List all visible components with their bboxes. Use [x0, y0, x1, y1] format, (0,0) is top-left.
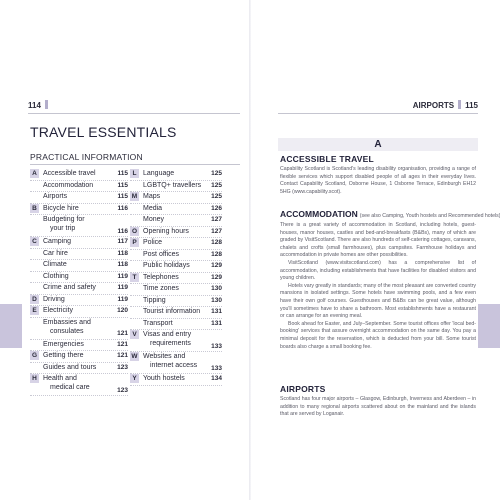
toc-entry: [30, 192, 128, 204]
toc-label-line: Accommodation: [43, 181, 94, 189]
toc-label-line: Public holidays: [143, 262, 190, 269]
toc-label: [43, 374, 114, 393]
accommodation-body: [280, 222, 476, 351]
toc-label: [43, 204, 114, 213]
toc-label-line: Websites and: [143, 353, 186, 360]
toc-entry: [30, 237, 128, 249]
toc-entry: [130, 273, 222, 285]
toc-label-line: Clothing: [43, 272, 69, 280]
toc-entry: [30, 260, 128, 272]
toc-letter: H: [30, 374, 39, 383]
toc-page-number: 125: [211, 181, 222, 189]
toc-entry: [30, 295, 128, 307]
toc-letter: [130, 204, 139, 213]
toc-entry: [30, 204, 128, 216]
toc-label-line: Car hire: [43, 249, 68, 257]
toc-page-number: 118: [117, 261, 128, 268]
toc-page-number: 129: [211, 273, 222, 281]
toc-label: [43, 272, 114, 281]
toc-label: [143, 238, 208, 247]
toc-letter: [30, 283, 39, 292]
toc-page-number: 119: [117, 272, 128, 280]
toc-entry: [30, 169, 128, 181]
toc-label-line: Maps: [143, 193, 161, 200]
toc-letter: [130, 319, 139, 328]
toc-letter: [30, 272, 39, 281]
toc-letter: V: [130, 330, 139, 339]
toc-letter: [30, 215, 39, 224]
toc-label-line: Budgeting for: [43, 216, 85, 223]
toc-page-number: 119: [117, 295, 128, 303]
right-header-rule: [278, 113, 478, 114]
toc-label: [43, 306, 114, 315]
toc-letter: C: [30, 237, 39, 246]
toc-label: [143, 284, 208, 293]
toc-label-line: Time zones: [143, 285, 179, 292]
toc-letter: [30, 192, 39, 201]
toc-page-number: 125: [211, 170, 222, 177]
toc-label: [43, 351, 114, 360]
toc-letter: [30, 260, 39, 269]
toc-page-number: 125: [211, 193, 222, 200]
accessible-travel-heading: ACCESSIBLE TRAVEL: [280, 154, 374, 164]
toc-letter: [130, 284, 139, 293]
toc-entry: [130, 215, 222, 227]
toc-entry: [130, 352, 222, 374]
toc-page-number: 121: [117, 330, 128, 338]
toc-entry: [130, 284, 222, 296]
page-title: TRAVEL ESSENTIALS: [30, 124, 177, 140]
toc-entry: [130, 296, 222, 308]
toc-label: [143, 192, 208, 201]
airports-text: Scotland has four major airports – Glasgow, Edinburgh, Inverness and Aberdeen – in addition to many regional airports scattered about on the mainland and the islands that are served by Loganair.: [280, 396, 476, 418]
toc-page-number: 130: [211, 285, 222, 292]
toc-label: [143, 319, 208, 328]
toc-page-number: 119: [117, 284, 128, 291]
toc-entry: [130, 227, 222, 239]
toc-label: [143, 169, 208, 178]
toc-entry: [30, 272, 128, 284]
toc-entry: [30, 374, 128, 396]
toc-label: [143, 215, 208, 224]
right-page-number: 115: [465, 101, 478, 110]
toc-letter: E: [30, 306, 39, 315]
toc-label-line: Visas and entry: [143, 331, 192, 338]
letter-heading: A: [278, 138, 478, 151]
accommodation-para-1: There is a great variety of accommodation in Scotland, including hotels, guest-houses, manor houses, castles and bed-and-breakfasts (B&Bs), many of which are graded by VisitScotland. There are also hundreds of self-catering cottages, caravans, chalets and crofts (small farmhouses), plus campsites. Farmhouse holidays and accommodation in private homes are other possibilities.: [280, 222, 476, 259]
toc-entry: [130, 261, 222, 273]
toc-page-number: 128: [211, 239, 222, 246]
toc-label: [43, 363, 114, 372]
toc-label: [143, 204, 208, 213]
section-heading: PRACTICAL INFORMATION: [30, 152, 143, 162]
header-bar-icon: [458, 100, 461, 109]
left-page-header: [28, 100, 52, 112]
accessible-travel-text: Capability Scotland is Scotland's leading disability organisation, providing a range of flexible services which support disabled people of all ages in their everyday lives. Contact Capability Scotland, Osborne House, 1 Osborne Terrace, Edinburgh EH12 5HG (www.capability.scot).: [280, 166, 476, 195]
toc-letter: B: [30, 204, 39, 213]
toc-label: [143, 181, 208, 190]
toc-page-number: 115: [117, 193, 128, 200]
toc-label-line: Climate: [43, 261, 67, 268]
toc-page-number: 133: [211, 342, 222, 350]
toc-entry: [30, 283, 128, 295]
toc-label-line: Embassies and: [43, 318, 91, 326]
toc-label: [43, 295, 114, 304]
toc-label-line: Tipping: [143, 296, 166, 304]
left-header-rule: [28, 113, 240, 114]
toc-label-line: Electricity: [43, 307, 73, 314]
running-head: AIRPORTS: [412, 101, 455, 110]
toc-label-line: Bicycle hire: [43, 204, 79, 212]
toc-label-line: Telephones: [143, 273, 179, 281]
toc-entry: [30, 340, 128, 352]
toc-letter: [30, 249, 39, 258]
right-thumb-tab: [478, 304, 500, 348]
toc-page-number: 118: [117, 249, 128, 257]
toc-label: [143, 330, 208, 349]
toc-label: [43, 215, 114, 234]
toc-label-line-2: your trip: [50, 225, 76, 233]
toc-letter: [30, 363, 39, 372]
toc-label: [143, 250, 208, 259]
toc-page-number: 127: [211, 227, 222, 235]
toc-letter: [130, 296, 139, 305]
toc-page-number: 131: [211, 308, 222, 315]
toc-letter: W: [131, 353, 138, 360]
toc-page-number: 131: [211, 319, 222, 327]
toc-column-a: [30, 169, 128, 396]
toc-entry: [130, 192, 222, 204]
toc-entry: [30, 351, 128, 363]
book-gutter: [249, 0, 251, 500]
toc-letter: P: [130, 238, 139, 247]
toc-letter: [130, 261, 139, 270]
toc-page-number: 115: [117, 170, 128, 177]
toc-page-number: 116: [117, 204, 128, 212]
toc-label: [143, 296, 208, 305]
toc-label-line: Driving: [43, 295, 65, 303]
toc-entry: [30, 249, 128, 261]
toc-entry: [130, 181, 222, 193]
toc-label-line: Emergencies: [43, 340, 84, 348]
toc-label-line-2: internet access: [150, 362, 198, 370]
toc-entry: [30, 181, 128, 193]
toc-page-number: 134: [211, 375, 222, 382]
accommodation-para-3: Hotels vary greatly in standards; many of the most pleasant are converted country mansions in isolated settings. Some hotels have swimming pools, and a few even have their own golf courses. Guesthouses and B&Bs can be great value, although you'll sometimes have to share a bathroom. Most establishments have a restaurant or can arrange for an evening meal.: [280, 282, 476, 320]
toc-letter: [30, 181, 39, 190]
accommodation-title: ACCOMMODATION: [280, 209, 358, 219]
toc-label: [143, 261, 208, 270]
toc-entry: [130, 250, 222, 262]
toc-page-number: 127: [211, 216, 222, 223]
toc-label-line: Guides and tours: [43, 363, 97, 371]
accommodation-para-4: Book ahead for Easter, and July–September. Some tourist offices offer 'local bed-booking' services that assure overnight accommodation on the same day. You pay a minimal deposit for the reservation, which is deducted from your bill. Some tourist boards also charge a small booking fee.: [280, 320, 476, 350]
toc-page-number: 126: [211, 204, 222, 212]
toc-label: [43, 181, 114, 190]
toc-letter: L: [130, 169, 139, 178]
toc-entry: [30, 363, 128, 375]
toc-label: [43, 169, 114, 178]
toc-page-number: 123: [117, 386, 128, 394]
toc-page-number: 121: [117, 340, 128, 348]
toc-label-line-2: medical care: [50, 384, 90, 392]
toc-label: [143, 352, 208, 371]
toc-page-number: 130: [211, 296, 222, 304]
toc-label-line-2: requirements: [150, 340, 191, 348]
toc-label-line: Youth hostels: [143, 375, 185, 382]
toc-page-number: 133: [211, 364, 222, 372]
toc-page-number: 117: [117, 238, 128, 245]
toc-letter: O: [131, 227, 138, 235]
toc-letter: D: [30, 295, 39, 304]
accommodation-heading: [280, 209, 500, 219]
left-thumb-tab: [0, 304, 22, 348]
toc-entry: [30, 318, 128, 340]
accommodation-see-also: (see also Camping, Youth hostels and Recommended hotels): [359, 213, 500, 219]
toc-letter: [130, 250, 139, 259]
toc-page-number: 116: [117, 227, 128, 235]
toc-entry: [130, 319, 222, 331]
toc-label-line: Tourist information: [143, 308, 201, 315]
toc-label: [43, 283, 114, 292]
toc-label: [43, 260, 114, 269]
left-page-number: 114: [28, 101, 41, 110]
toc-letter: [30, 340, 39, 349]
toc-entry: [130, 307, 222, 319]
header-bar-icon: [45, 100, 48, 109]
toc-entry: [130, 374, 222, 386]
toc-page-number: 129: [211, 262, 222, 269]
toc-entry: [30, 215, 128, 237]
toc-label-line: Airports: [43, 193, 68, 200]
accommodation-para-2: VisitScotland (www.visitscotland.com) has a comprehensive list of accommodation, including establishments that have facilities for disabled visitors and young children.: [280, 259, 476, 282]
accessible-travel-body: [280, 166, 476, 196]
toc-page-number: 121: [117, 352, 128, 359]
toc-page-number: 123: [117, 363, 128, 371]
toc-label-line: Language: [143, 170, 175, 177]
toc-label-line: Opening hours: [143, 227, 189, 235]
toc-label-line: Camping: [43, 238, 72, 245]
toc-label: [143, 307, 208, 316]
toc-page-number: 115: [117, 181, 128, 189]
toc-letter: [130, 181, 139, 190]
airports-heading: AIRPORTS: [280, 384, 326, 394]
toc-column-b: [130, 169, 222, 386]
toc-entry: [30, 306, 128, 318]
toc-letter: [130, 307, 139, 316]
toc-label: [43, 340, 114, 349]
section-rule: [30, 164, 240, 165]
toc-page-number: 120: [117, 307, 128, 314]
toc-label: [43, 237, 114, 246]
toc-label: [43, 192, 114, 201]
toc-label-line-2: consulates: [50, 327, 84, 335]
toc-letter: M: [131, 193, 138, 200]
toc-label-line: Getting there: [43, 352, 84, 359]
toc-entry: [130, 238, 222, 250]
toc-letter: A: [30, 169, 39, 178]
toc-label-line: LGBTQ+ travellers: [143, 181, 202, 189]
toc-letter: T: [130, 273, 139, 282]
toc-label: [43, 318, 114, 337]
toc-label-line: Accessible travel: [43, 170, 96, 177]
toc-label: [43, 249, 114, 258]
toc-label: [143, 273, 208, 282]
toc-label-line: Media: [143, 204, 163, 212]
toc-label-line: Money: [143, 216, 165, 223]
airports-body: [280, 396, 476, 419]
toc-letter: Y: [130, 374, 139, 383]
toc-entry: [130, 204, 222, 216]
toc-letter: [130, 215, 139, 224]
toc-letter: [30, 318, 39, 327]
toc-letter: G: [31, 352, 38, 359]
toc-label: [143, 227, 208, 236]
toc-label-line: Post offices: [143, 250, 180, 258]
right-page-header: [413, 100, 478, 112]
toc-label-line: Transport: [143, 319, 173, 327]
toc-label: [143, 374, 208, 383]
toc-label-line: Health and: [43, 375, 77, 382]
toc-entry: [130, 169, 222, 181]
toc-entry: [130, 330, 222, 352]
toc-label-line: Crime and safety: [43, 284, 96, 291]
toc-label-line: Police: [143, 239, 163, 246]
toc-page-number: 128: [211, 250, 222, 258]
